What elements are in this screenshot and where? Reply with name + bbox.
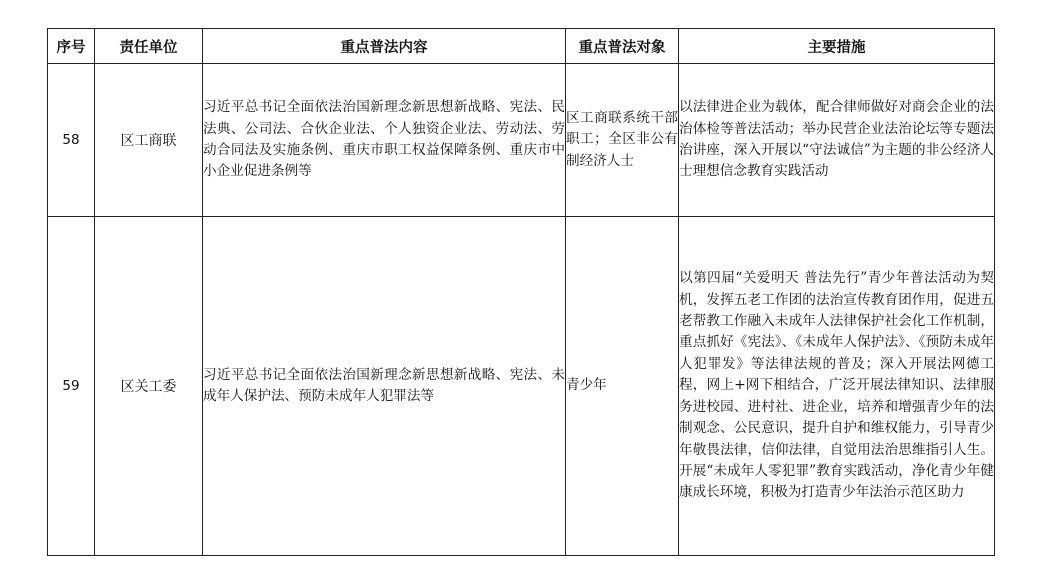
row-content-text: 习近平总书记全面依法治国新理念新思想新战略、宪法、民法典、公司法、合伙企业法、个人独资企业法、劳动法、劳动合同法及实施条例、重庆市职工权益保障条例、重庆市中小企业促进条例等 bbox=[203, 99, 565, 180]
row-target bbox=[566, 64, 679, 217]
row-measures-text: 以第四届“关爱明天 普法先行”青少年普法活动为契机，发挥五老工作团的法治宣传教育团作用，促进五老帮教工作融入未成年人法律保护社会化工作机制，重点抓好《宪法》、《未成年人保护法》、《预防未成年人犯罪发》等法律法规的普及；深入开展法网德工程，网上+网下相结合，广泛开展法律知识、法律服务进校园、进村社、进企业，培养和增强青少年的法制观念、公民意识，提升自护和维权能力，引导青少年敬畏法律，信仰法律，自觉用法治思维指引人生。开展“未成年人零犯罪”教育实践活动，净化青少年健康成长环境，积极为打造青少年法治示范区助力 bbox=[679, 270, 994, 501]
row-measures-text: 以法律进企业为载体，配合律师做好对商会企业的法治体检等普法活动；举办民营企业法治论坛等专题法治讲座，深入开展以“守法诚信”为主题的非公经济人士理想信念教育实践活动 bbox=[679, 99, 994, 180]
row-seq: 59 bbox=[48, 217, 95, 556]
row-content bbox=[203, 64, 566, 217]
table-row bbox=[48, 217, 995, 556]
row-target-text: 青少年 bbox=[566, 377, 607, 394]
header-seq: 序号 bbox=[48, 29, 95, 64]
row-measures bbox=[679, 64, 995, 217]
row-unit: 区关工委 bbox=[95, 217, 203, 556]
row-unit: 区工商联 bbox=[95, 64, 203, 217]
row-content-text: 习近平总书记全面依法治国新理念新思想新战略、宪法、未成年人保护法、预防未成年人犯罪法等 bbox=[203, 366, 565, 404]
row-content bbox=[203, 217, 566, 556]
header-target: 重点普法对象 bbox=[566, 29, 679, 64]
table-row bbox=[48, 64, 995, 217]
header-measures: 主要措施 bbox=[679, 29, 995, 64]
row-seq: 58 bbox=[48, 64, 95, 217]
row-target bbox=[566, 217, 679, 556]
table-header-row bbox=[48, 29, 995, 64]
header-unit: 责任单位 bbox=[95, 29, 203, 64]
header-content: 重点普法内容 bbox=[203, 29, 566, 64]
row-measures bbox=[679, 217, 995, 556]
row-target-text: 区工商联系统干部职工；全区非公有制经济人士 bbox=[566, 109, 678, 169]
law-education-table bbox=[47, 28, 995, 556]
